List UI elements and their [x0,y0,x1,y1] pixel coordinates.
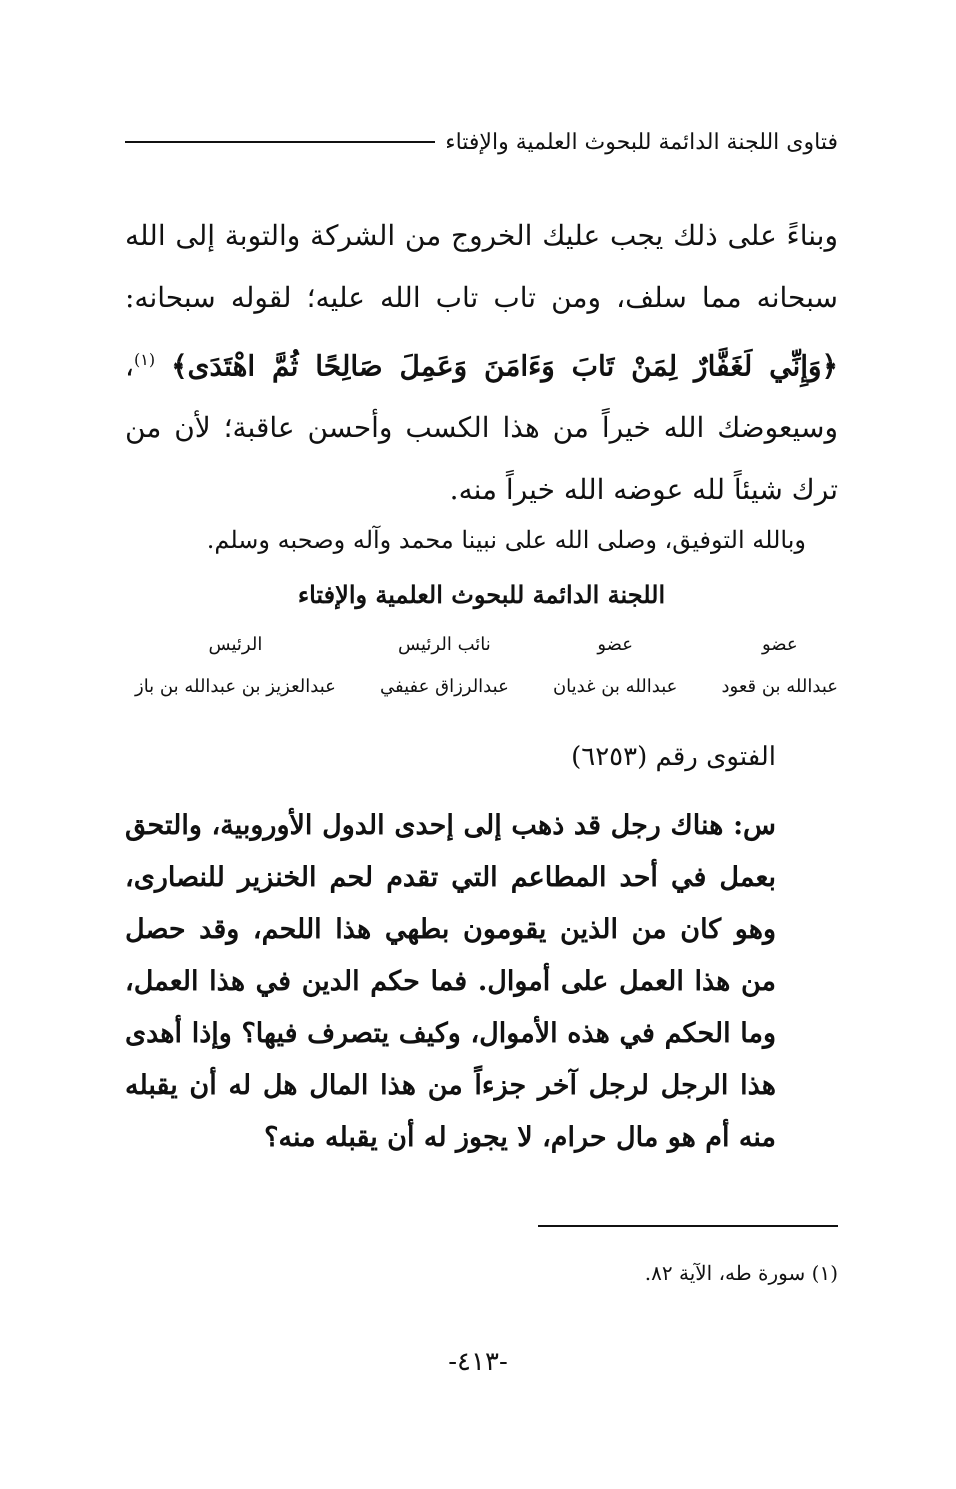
footnote-reference: (١) [134,350,156,369]
closing-line: وبالله التوفيق، وصلى الله على نبينا محمد وآله وصحبه وسلم. [206,526,806,554]
answer-text-after-verse: ، وسيعوضك الله خيراً من هذا الكسب وأحسن عاقبة؛ لأن من ترك شيئاً لله عوضه الله خيراً منه. [125,349,838,507]
signatory [380,630,509,702]
signatory-role: عضو [597,634,633,655]
fatwa-number: الفتوى رقم (٦٢٥٣) [571,742,776,772]
signatory-role: الرئيس [208,634,263,655]
signatory-role: نائب الرئيس [398,634,491,655]
quran-verse: ﴿وَإِنِّي لَغَفَّارٌ لِمَنْ تَابَ وَءَامَنَ وَعَمِلَ صَالِحًا ثُمَّ اهْتَدَى﴾ [171,349,838,383]
signatory-name: عبدالرزاق عفيفي [380,676,509,697]
page-number: -٤١٣- [448,1347,508,1377]
question-paragraph: س: هناك رجل قد ذهب إلى إحدى الدول الأوروبية، والتحق بعمل في أحد المطاعم التي تقدم لحم الخنزير للنصارى، وهو كان من الذين يقومون بطهي هذا اللحم، وقد حصل من هذا العمل على أموال. فما حكم الدين في هذا العمل، وما الحكم في هذه الأموال، وكيف يتصرف فيها؟ وإذا أهدى هذا الرجل لرجل آخر جزءاً من هذا المال هل له أن يقبله منه أم هو مال حرام، لا يجوز له أن يقبله منه؟ [125,810,776,1153]
signatory-name: عبدالله بن غديان [552,676,678,697]
signatory [553,630,677,702]
header-rule [125,141,435,143]
answer-paragraph [125,205,838,521]
signatory-role: عضو [761,634,798,655]
signatory [135,630,336,702]
header-title: فتاوى اللجنة الدائمة للبحوث العلمية والإفتاء [445,129,838,155]
footnote-divider [538,1225,838,1227]
running-header [125,122,838,162]
answer-text-before-verse: وبناءً على ذلك يجب عليك الخروج من الشركة والتوبة إلى الله سبحانه مما سلف، ومن تاب تاب الله عليه؛ لقوله سبحانه: [125,219,838,314]
signatory-name: عبدالله بن قعود [721,676,838,697]
signatories [135,630,838,702]
signatory-name: عبدالعزيز بن عبدالله بن باز [135,676,336,697]
committee-title: اللجنة الدائمة للبحوث العلمية والإفتاء [297,580,666,609]
signatory [722,630,838,702]
footnote: (١) سورة طه، الآية ٨٢. [644,1261,838,1285]
